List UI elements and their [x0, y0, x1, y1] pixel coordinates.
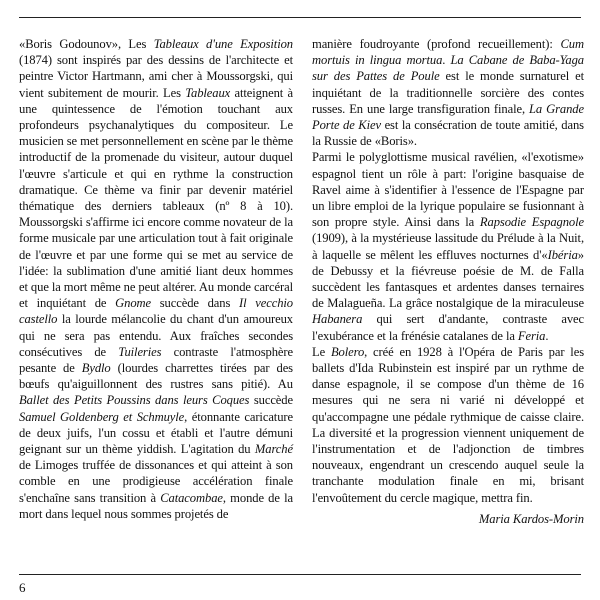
italic-title: Tableaux — [185, 85, 231, 100]
italic-title: Ballet des Petits Poussins dans leurs Coques — [19, 393, 250, 408]
text-run: la lourde mélancolie du chant d'un amoureux qui ne sera pas entendu. Aux fraîches secondes consécutives de — [19, 312, 293, 359]
italic-title: Il vecchio castello — [19, 296, 294, 327]
italic-title: Ibéria — [547, 247, 578, 262]
italic-title: Feria — [517, 328, 546, 343]
text-run: » de Debussy et la fiévreuse poésie de M. de Falla succèdent les fantasques et ardentes danses ternaires de Malagueña. La grâce nostalgique de la miraculeuse — [312, 247, 584, 311]
top-rule — [19, 17, 581, 18]
paragraph — [19, 36, 293, 522]
text-run: contraste l'atmosphère pesante de — [19, 344, 293, 376]
text-run: (1909), à la mystérieuse lassitude du Prélude à la Nuit, à laquelle se mêlent les effluves nocturnes d'« — [312, 231, 584, 262]
italic-title: La Cabane de Baba-Yaga sur des Pattes de Poule — [312, 53, 584, 84]
italic-title: Samuel Goldenberg et Schmuyle — [19, 409, 185, 424]
paragraph — [312, 149, 584, 343]
text-run: succède dans — [151, 296, 240, 311]
paragraph — [312, 344, 584, 506]
italic-title: Catacombae — [160, 490, 223, 505]
italic-title: La Grande Porte de Kiev — [312, 101, 584, 133]
text-run: atteignent à une quintessence de l'émotion touchant aux profondeurs psychanalytiques du compositeur. Le musicien se met personnellement en scène par le thème introductif de la promenade du visiteur, autour duquel l'œuvre s'articule et qui en rythme la construction dramatique. Ce thème va finir par devenir matériel thématique des derniers tableaux (nº 8 à 10). Moussorgski s'affirme ici encore comme novateur de la forme musicale par une articulation tout à fait originale de l'œuvre et par une forme qui se met au service de l'idée: la sublimation d'une amitié liant deux hommes et que la mort même ne peut altérer. Au monde carcéral et inquiétant de — [19, 85, 293, 311]
italic-title: Bolero — [330, 344, 365, 359]
text-run: (1874) sont inspirés par des dessins de l'architecte et peintre Victor Hartmann, ami cher à Moussorgski, qui vient subitement de mourir. Les — [19, 53, 293, 100]
author-signature: Maria Kardos-Morin — [478, 511, 584, 526]
text-run: succède — [249, 393, 293, 408]
page-number: 6 — [19, 580, 26, 595]
paragraph — [312, 36, 584, 149]
text-run: de Limoges truffée de dissonances et qui atteint à son comble en une prodigieuse accélération finale s'enchaîne sans transition à — [19, 458, 293, 505]
text-run: , étonnante caricature de deux juifs, l'un cossu et établi et l'autre démuni geignant sur un thème yiddish. L'agitation du — [19, 409, 293, 457]
text-run: manière foudroyante (profond recueillement): — [312, 37, 561, 51]
text-run: (lourdes charrettes tirées par des bœufs qu'aiguillonnent des rustres sans pitié). Au — [19, 361, 293, 392]
right-column-body — [312, 36, 584, 506]
italic-title: Habanera — [312, 312, 363, 327]
text-run: , créé en 1928 à l'Opéra de Paris par les ballets d'Ida Rubinstein est inspiré par un rythme de danse espagnole, il se compose d'un thème de 16 mesures qui ne sera ni varié ni développé et qu'accompagne une pédale rythmique de caisse claire. La diversité et la progression viennent uniquement de l'instrumentation et de l'adjonction de timbres nouveaux, engendrant un crescendo auquel seule la tranchante modulation finale en mi, brisant l'envoûtement du cercle magique, mettra fin. — [312, 344, 584, 505]
text-run: est le monde surnaturel et inquiétant de la traditionnelle sorcière des contes russes. En une large transfiguration finale, — [312, 69, 585, 116]
right-column — [312, 36, 584, 527]
italic-title: Tableaux d'une Exposition — [153, 37, 293, 51]
text-run: est la consécration de toute amitié, dans la Russie de «Boris». — [312, 118, 584, 149]
text-run: «Boris Godounov», Les — [19, 37, 154, 51]
text-run: . — [545, 328, 549, 343]
text-run: . — [442, 53, 451, 68]
italic-title: Tuileries — [118, 344, 162, 359]
text-run: , monde de la mort dans lequel nous sommes projetés de — [19, 490, 293, 521]
italic-title: Marché — [254, 442, 293, 457]
text-run: Parmi le polyglottisme musical ravélien, «l'exotisme» espagnol tient un rôle à part: l'origine basquaise de Ravel aime à s'identifier à l'essence de l'Espagne par un libre emploi de la lyrique populaire se fusionnant à son propre style. Ainsi dans la — [312, 150, 584, 230]
bottom-rule — [19, 574, 581, 575]
italic-title: Rapsodie Espagnole — [479, 215, 584, 230]
left-column — [19, 36, 293, 522]
text-run: qui sert d'andante, contraste avec l'exubérance et la frénésie catalanes de la — [312, 312, 584, 343]
italic-title: Gnome — [115, 296, 151, 311]
text-run: Le — [312, 344, 331, 359]
italic-title: Cum mortuis in lingua mortua — [312, 37, 584, 68]
italic-title: Bydlo — [81, 361, 111, 376]
